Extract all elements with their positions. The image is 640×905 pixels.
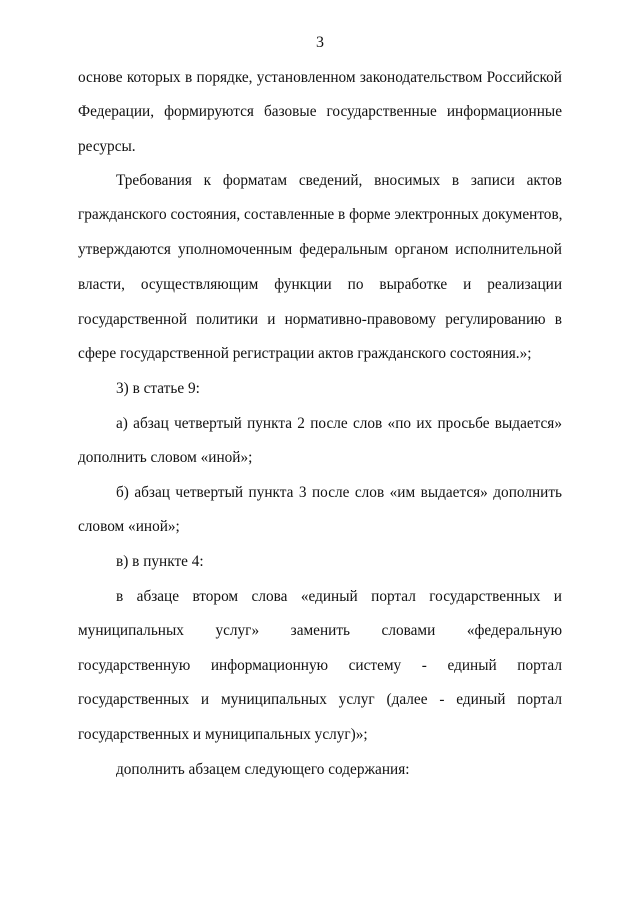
text-line: ресурсы. <box>78 138 136 155</box>
text-line: дополнить словом «иной»; <box>78 449 253 466</box>
text-line: Федерации, формируются базовые государственные информационные <box>78 103 562 120</box>
text-line: в) в пункте 4: <box>116 553 204 570</box>
text-line: утверждаются уполномоченным федеральным органом исполнительной <box>78 241 562 258</box>
text-line: гражданского состояния, составленные в форме электронных документов, <box>78 206 563 223</box>
text-line: муниципальных услуг» заменить словами «федеральную <box>78 622 562 639</box>
text-line: 3) в статье 9: <box>116 380 200 397</box>
page-number: 3 <box>316 34 324 51</box>
text-line: б) абзац четвертый пункта 3 после слов «им выдается» дополнить <box>116 484 562 501</box>
text-line: основе которых в порядке, установленном законодательством Российской <box>78 69 562 86</box>
text-line: дополнить абзацем следующего содержания: <box>116 761 410 778</box>
text-line: государственных и муниципальных услуг (далее - единый портал <box>78 691 562 708</box>
text-line: словом «иной»; <box>78 518 180 535</box>
text-line: сфере государственной регистрации актов гражданского состояния.»; <box>78 345 532 362</box>
text-line: государственной политики и нормативно-правовому регулированию в <box>78 311 562 328</box>
text-line: в абзаце втором слова «единый портал государственных и <box>116 588 562 605</box>
text-line: а) абзац четвертый пункта 2 после слов «по их просьбе выдается» <box>116 415 562 432</box>
text-line: Требования к форматам сведений, вносимых в записи актов <box>116 172 562 189</box>
text-line: государственную информационную систему - единый портал <box>78 657 562 674</box>
text-line: власти, осуществляющим функции по выработке и реализации <box>78 276 562 293</box>
text-line: государственных и муниципальных услуг)»; <box>78 726 368 743</box>
